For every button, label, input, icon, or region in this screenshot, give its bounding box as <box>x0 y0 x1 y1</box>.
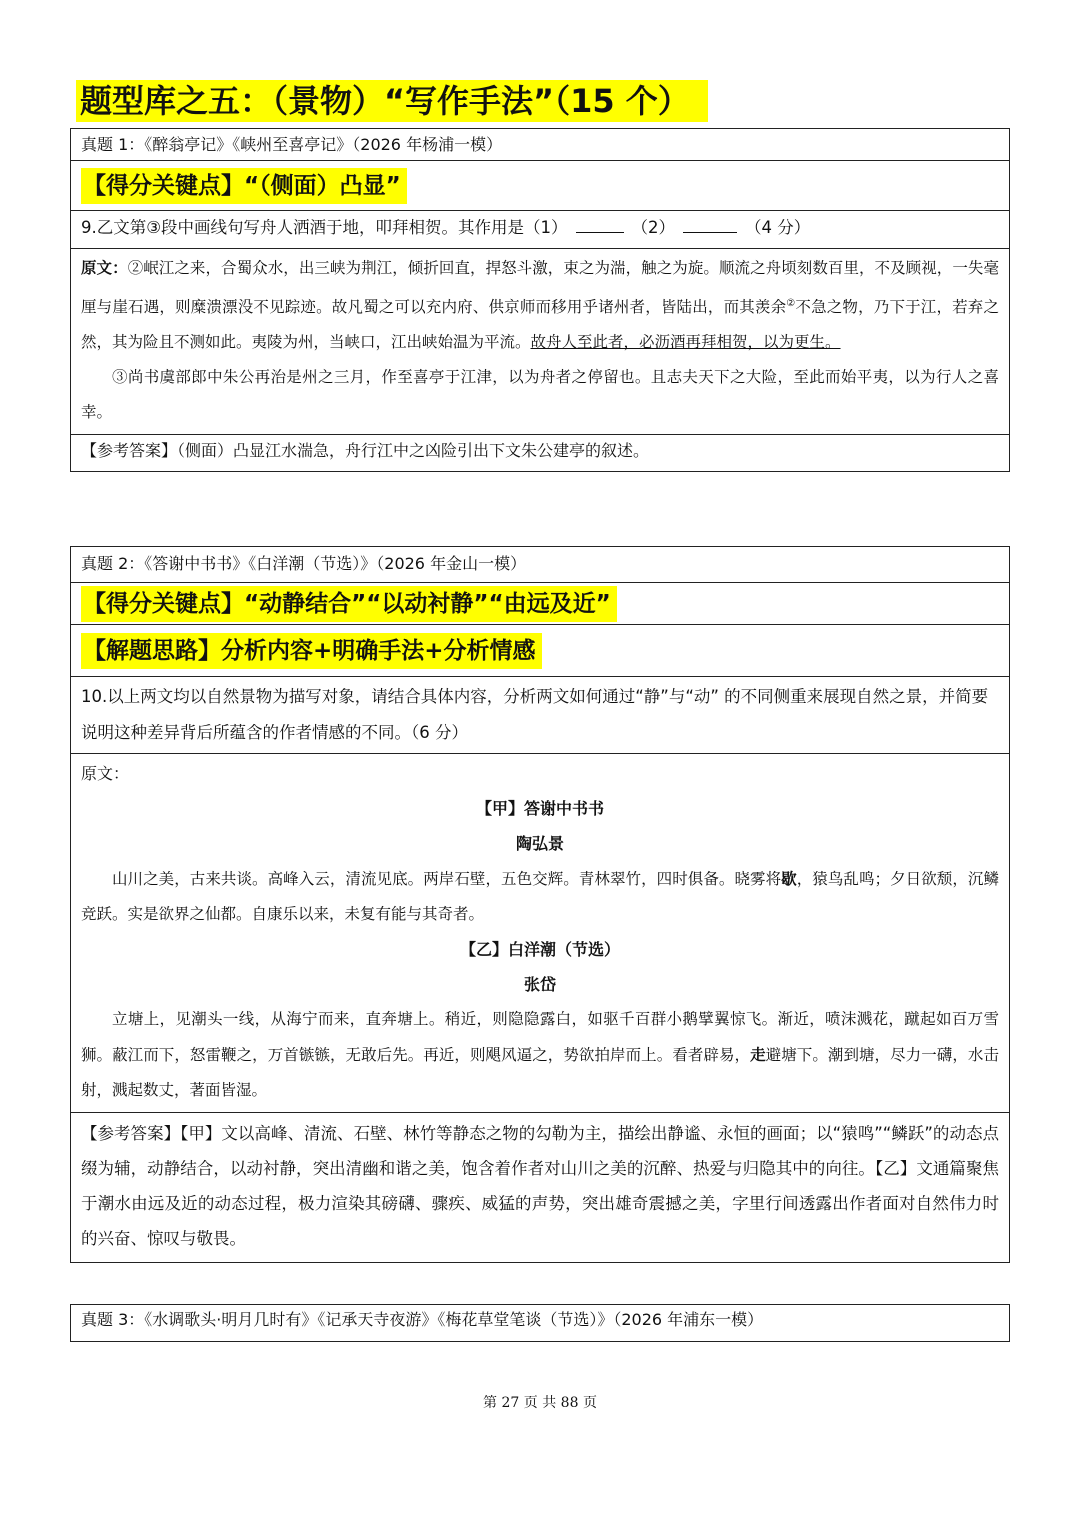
question-1-prompt <box>71 211 1009 249</box>
para-text-2: 不急之物，乃下于江，若弃之然，其为险且不测如此。夷陵为州，当峡口，江出峡始温为平流。 <box>81 298 999 352</box>
underlined-sentence: 故舟人至此者，必沥酒再拜相贺，以为更生。 <box>530 333 841 352</box>
question-2-prompt: 10.以上两文均以自然景物为描写对象，请结合具体内容，分析两文如何通过“静”与“动” 的不同侧重来展现自然之景，并简要说明这种差异背后所蕴含的作者情感的不同。（6 分） <box>71 677 1009 754</box>
question-1-original-text <box>71 249 1009 435</box>
page-footer <box>0 1392 1080 1412</box>
answer-blank-2 <box>683 214 737 233</box>
passage-yi-author: 张岱 <box>523 975 556 994</box>
question-1-text-2: （2） <box>631 218 676 237</box>
footer-middle: 页 共 <box>523 1395 557 1411</box>
question-2-answer: 【参考答案】【甲】文以高峰、清流、石壁、林竹等静态之物的勾勒为主，描绘出静谧、永恒的画面；以“猿鸣”“鳞跃”的动态点缀为辅，动静结合，以动衬静，突出清幽和谐之美，饱含着作者对山川之美的沉醉、热爱与归隐其中的向往。【乙】文通篇聚焦于潮水由远及近的动态过程，极力渲染其磅礴、骤疾、威猛的声势，突出雄奇震撼之美，字里行间透露出作者面对自然伟力时的兴奋、惊叹与敬畏。 <box>81 1124 999 1248</box>
question-1-key-points-row <box>71 161 1009 211</box>
question-2-key-points: 【得分关键点】“动静结合”“以动衬静”“由远及近” <box>81 586 617 622</box>
footnote-marker: ② <box>786 298 796 309</box>
question-2-original-text <box>71 754 1009 1113</box>
question-1-text: 9.乙文第③段中画线句写舟人洒酒于地，叩拜相贺。其作用是（1） <box>81 218 568 237</box>
question-1-header: 真题 1：《醉翁亭记》《峡州至喜亭记》（2026 年杨浦一模） <box>71 129 1009 161</box>
question-3-box <box>70 1304 1010 1342</box>
question-1-answer: 【参考答案】（侧面）凸显江水湍急，舟行江中之凶险引出下文朱公建亭的叙述。 <box>81 441 650 461</box>
yi-text-2: 避塘下。潮到塘，尽力一礴，水击射，溅起数丈，著面皆湿。 <box>81 1046 999 1099</box>
question-2-header: 真题 2：《答谢中书书》《白洋潮（节选）》（2026 年金山一模） <box>71 547 1009 583</box>
passage-jia-text <box>81 861 999 932</box>
original-label: 原文： <box>81 259 128 277</box>
answer-blank-1 <box>576 214 624 233</box>
question-2-box <box>70 546 1010 1263</box>
jia-text-2: ，猿鸟乱鸣；夕日欲颓，沉鳞竞跃。实是欲界之仙都。自康乐以来，未复有能与其奇者。 <box>81 870 999 923</box>
question-1-box <box>70 128 1010 472</box>
passage-yi-text <box>81 1002 999 1108</box>
passage-yi-title: 【乙】白洋潮（节选） <box>459 940 620 959</box>
current-page-number: 27 <box>501 1395 520 1411</box>
yi-text: 立塘上，见潮头一线，从海宁而来，直奔塘上。稍近，则隐隐露白，如驱千百群小鹅擘翼惊飞。渐近，喷沫溅花，蹴起如百万雪狮。蔽江而下，怒雷鞭之，万首镞镞，无敢后先。再近，则飓风逼之，势欲拍岸而上。看者辟易， <box>81 1010 999 1064</box>
original-paragraph-2 <box>81 251 999 360</box>
passage-jia-author: 陶弘景 <box>515 834 564 853</box>
total-page-count: 88 <box>560 1395 579 1411</box>
original-paragraph-3: ③尚书虞部郎中朱公再治是州之三月，作至喜亭于江津，以为舟者之停留也。且志夫天下之大险，至此而始平夷，以为行人之喜幸。 <box>81 368 999 422</box>
original-label: 原文： <box>81 764 130 783</box>
footer-prefix: 第 <box>483 1395 498 1411</box>
jia-bold-char: 歇 <box>781 869 797 888</box>
yi-bold-char: 走 <box>750 1045 766 1064</box>
question-1-key-points: 【得分关键点】“（侧面）凸显” <box>81 168 407 204</box>
footer-suffix: 页 <box>582 1395 597 1411</box>
page-title: 题型库之五：（景物）“写作手法”（15 个） <box>76 80 708 122</box>
jia-text: 山川之美，古来共谈。高峰入云，清流见底。两岸石壁，五色交辉。青林翠竹，四时俱备。晓雾将 <box>112 870 782 888</box>
question-2-approach: 【解题思路】分析内容+明确手法+分析情感 <box>81 633 542 669</box>
question-1-score: （4 分） <box>745 218 811 237</box>
para-text: ②岷江之来，合蜀众水，出三峡为荆江，倾折回直，捍怒斗激，束之为湍，触之为旋。顺流之舟顷刻数百里，不及顾视，一失毫厘与崖石遇，则糜溃漂没不见踪迹。故凡蜀之可以充内府、供京师而移用乎诸州者，皆陆出，而其羡余 <box>81 259 999 317</box>
question-2-approach-row <box>71 625 1009 677</box>
question-2-key-points-row <box>71 583 1009 625</box>
passage-jia-title: 【甲】答谢中书书 <box>475 799 604 818</box>
question-3-header: 真题 3：《水调歌头·明月几时有》《记承天寺夜游》《梅花草堂笔谈（节选）》（2026 年浦东一模） <box>81 1310 764 1329</box>
